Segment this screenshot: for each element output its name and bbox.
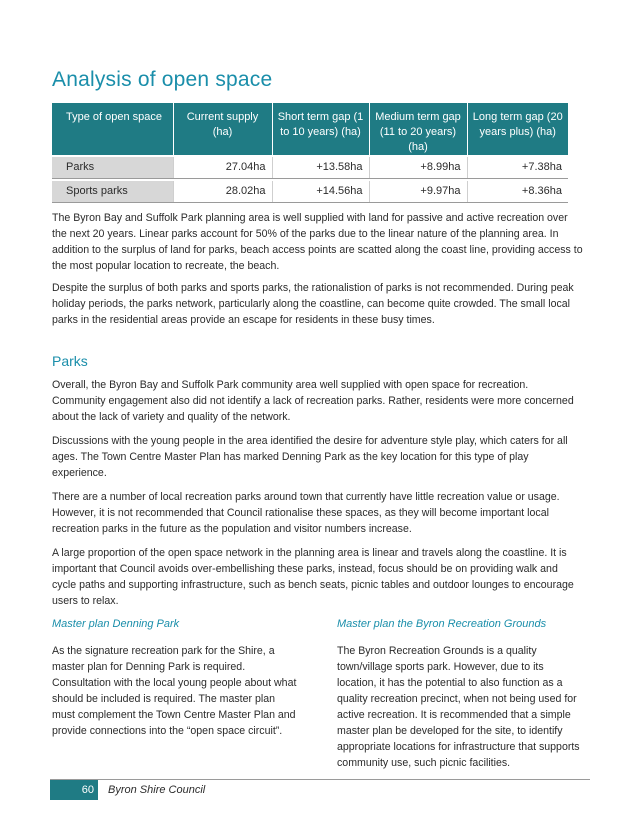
footer-publisher: Byron Shire Council xyxy=(108,784,206,796)
page-title: Analysis of open space xyxy=(52,68,273,91)
recreation-grounds-text: The Byron Recreation Grounds is a quality town/village sports park. However, due to its location, it has the potential to also function as a quality recreation precinct, when not being used for active recreation. It is recommended that a simple master plan be developed for the site, to identify appropriate locations for infrastructure that supports community use, such picnic facilities. xyxy=(337,645,580,769)
table-header-cell: Medium term gap (11 to 20 years) (ha) xyxy=(369,103,467,155)
table-header-cell: Long term gap (20 years plus) (ha) xyxy=(467,103,568,155)
table-cell: +7.38ha xyxy=(467,157,568,179)
table-row xyxy=(52,181,568,203)
denning-park-text: As the signature recreation park for the Shire, a master plan for Denning Park is required. Consultation with the local young people about what should be included is required. The master plan must complement the Town Centre Master Plan and provide connections into the “open space circuit”. xyxy=(52,645,297,737)
intro-paragraph: Despite the surplus of both parks and sports parks, the rationalistion of parks is not recommended. During peak holiday periods, the parks network, particularly along the coastline, can become quite crowded. The small local parks in the residential areas provide an escape for residents in these busy times. xyxy=(52,282,574,326)
parks-paragraph: A large proportion of the open space network in the planning area is linear and travels along the coastline. It is important that Council avoids over-embellishing these parks, instead, focus should be on providing walk and cycle paths and supporting infrastructure, such as bench seats, picnic tables and outdoor lounges to encourage users to relax. xyxy=(52,547,574,607)
table-header-cell: Short term gap (1 to 10 years) (ha) xyxy=(272,103,369,155)
table-row xyxy=(52,157,568,179)
table-cell: +13.58ha xyxy=(272,157,369,179)
open-space-table xyxy=(52,103,568,203)
parks-paragraph: Overall, the Byron Bay and Suffolk Park community area well supplied with open space for recreation. Community engagement also did not identify a lack of recreation parks. Rather, residents were more concerned about the lack of variety and quality of the network. xyxy=(52,379,574,423)
table-header-cell: Type of open space xyxy=(52,103,173,155)
parks-paragraph: There are a number of local recreation parks around town that currently have little recreation value or usage. However, it is not recommended that Council rationalise these spaces, as they will become important local recreation parks in the future as the population and visitor numbers increase. xyxy=(52,491,560,535)
recreation-grounds-heading: Master plan the Byron Recreation Grounds xyxy=(337,618,547,630)
denning-park-heading: Master plan Denning Park xyxy=(52,618,180,630)
table-cell: +14.56ha xyxy=(272,181,369,203)
table-cell: +8.99ha xyxy=(369,157,467,179)
table-cell: +9.97ha xyxy=(369,181,467,203)
table-cell: Sports parks xyxy=(52,181,173,203)
table-cell: 27.04ha xyxy=(173,157,272,179)
table-cell: Parks xyxy=(52,157,173,179)
intro-paragraph: The Byron Bay and Suffolk Park planning area is well supplied with land for passive and active recreation over the next 20 years. Linear parks account for 50% of the parks due to the linear nature of the planning area. In addition to the surplus of land for parks, beach access points are scatted along the coast line, providing access to the most popular location to recreate, the beach. xyxy=(52,212,583,272)
table-header-row xyxy=(52,103,568,155)
page-number: 60 xyxy=(50,780,98,800)
table-cell: 28.02ha xyxy=(173,181,272,203)
table-header-cell: Current supply (ha) xyxy=(173,103,272,155)
parks-paragraph: Discussions with the young people in the area identified the desire for adventure style play, which caters for all ages. The Town Centre Master Plan has marked Denning Park as the key location for this type of play experience. xyxy=(52,435,568,479)
parks-heading: Parks xyxy=(52,353,88,369)
table-cell: +8.36ha xyxy=(467,181,568,203)
